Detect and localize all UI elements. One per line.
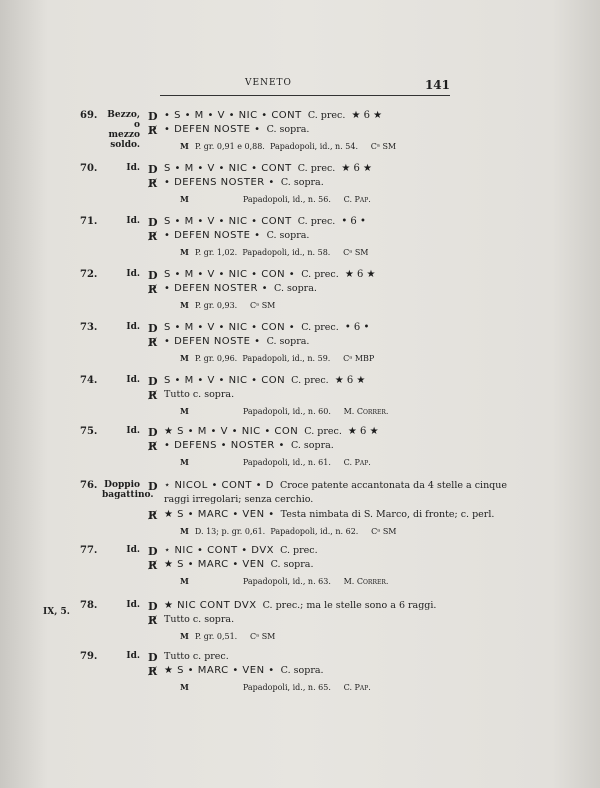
entry-number: 72. [80, 269, 98, 280]
metal: M [180, 353, 189, 363]
reverse-desc: C. sopra. [266, 230, 310, 241]
reverse-legend: • DEFEN NOSTE • [164, 230, 261, 241]
obverse-legend: S • M • V • NIC • CONT [164, 163, 292, 174]
obverse-symbol: D [148, 480, 158, 493]
obverse-legend: S • M • V • NIC • CON • [164, 322, 296, 333]
reference-line [180, 300, 275, 310]
weight: P. gr. 0,93. [194, 301, 238, 310]
citation: Papadopoli, id., n. 63. [242, 577, 331, 586]
reverse-legend: • DEFEN NOSTE • [164, 124, 261, 135]
reference-line [180, 631, 275, 641]
obverse-symbol: D [148, 426, 158, 439]
reverse-desc: Tutto c. sopra. [164, 389, 235, 400]
metal: M [180, 457, 189, 467]
page-header [160, 78, 450, 96]
reverse-symbol: R̸ [148, 559, 158, 572]
collection: Cᵃ SM [370, 142, 397, 151]
reverse-symbol: R̸ [148, 665, 158, 678]
obverse-legend: • S • M • V • NIC • CONT [164, 110, 302, 121]
reverse-line [164, 177, 324, 188]
reverse-symbol: R̸ [148, 509, 158, 522]
obverse-desc: C. prec. [301, 269, 339, 280]
collection: M. Correr. [343, 407, 389, 416]
citation: Papadopoli, id., n. 62. [270, 527, 359, 536]
reference-line [180, 247, 368, 257]
reference-line [180, 353, 374, 363]
citation: Papadopoli, id., n. 60. [242, 407, 331, 416]
reverse-symbol: R̸ [148, 389, 158, 402]
reverse-desc: C. sopra. [280, 177, 324, 188]
metal: M [180, 631, 189, 641]
obverse-line [164, 163, 372, 174]
obverse-symbol: D [148, 216, 158, 229]
reverse-line [164, 283, 317, 294]
entry-number: 75. [80, 426, 98, 437]
obverse-desc: Croce patente accantonata da 4 stelle a cinque [280, 480, 508, 491]
denomination: Id. [126, 545, 140, 555]
weight: D. 13; p. gr. 0,61. [194, 527, 266, 536]
entry-number: 69. [80, 110, 98, 121]
mint-mark: • 6 • [344, 322, 370, 333]
mint-mark: ★ 6 ★ [344, 269, 376, 280]
reverse-symbol: R̸ [148, 177, 158, 190]
mint-mark: ★ 6 ★ [334, 375, 366, 386]
reverse-line [164, 336, 309, 347]
obverse-symbol: D [148, 269, 158, 282]
denomination: Id. [126, 269, 140, 279]
entry-number: 70. [80, 163, 98, 174]
reverse-line [164, 230, 309, 241]
weight: P. gr. 1,02. [194, 248, 238, 257]
reverse-legend: • DEFENS • NOSTER • [164, 440, 285, 451]
collection: Cᵃ SM [249, 632, 276, 641]
reverse-legend: ★ S • MARC • VEN [164, 559, 265, 570]
obverse-symbol: D [148, 163, 158, 176]
reference-line [180, 576, 388, 586]
weight: P. gr. 0,91 e 0,88. [194, 142, 265, 151]
citation: Papadopoli, id., n. 59. [242, 354, 331, 363]
reverse-line [164, 614, 234, 625]
collection: Cᵃ SM [343, 248, 369, 257]
weight: P. gr. 0,51. [194, 632, 238, 641]
entry-number: 74. [80, 375, 98, 386]
obverse-line [164, 375, 365, 386]
collection: M. Correr. [343, 577, 389, 586]
entry-number: 76. [80, 480, 98, 491]
reverse-legend: ★ S • MARC • VEN • [164, 509, 275, 520]
denomination: Id. [126, 375, 140, 385]
obverse-desc: C. prec. [301, 322, 339, 333]
reference-line [180, 457, 371, 467]
obverse-symbol: D [148, 322, 158, 335]
reverse-desc: Testa nimbata di S. Marco, di fronte; c. perl. [280, 509, 495, 520]
obverse-line [164, 600, 436, 611]
weight: P. gr. 0,96. [194, 354, 238, 363]
reference-line [180, 406, 388, 416]
obverse-symbol: D [148, 545, 158, 558]
entry-number: 77. [80, 545, 98, 556]
reverse-symbol: R̸ [148, 336, 158, 349]
reverse-symbol: R̸ [148, 230, 158, 243]
obverse-desc: C. prec.; ma le stelle sono a 6 raggi. [262, 600, 437, 611]
reverse-desc: C. sopra. [280, 665, 324, 676]
citation: Papadopoli, id., n. 58. [242, 248, 331, 257]
reference-line [180, 682, 371, 692]
denomination: Id. [126, 651, 140, 661]
header-rule [160, 95, 450, 96]
obverse-line-continued [164, 494, 313, 505]
reverse-symbol: R̸ [148, 124, 158, 137]
metal: M [180, 406, 189, 416]
reverse-desc: C. sopra. [290, 440, 334, 451]
reverse-line [164, 440, 334, 451]
obverse-legend: S • M • V • NIC • CONT [164, 216, 292, 227]
obverse-desc-continued: raggi irregolari; senza cerchio. [164, 494, 314, 505]
reverse-desc: C. sopra. [266, 336, 310, 347]
denomination: Bezzo, o mezzo soldo. [107, 110, 140, 150]
reverse-line [164, 559, 313, 570]
obverse-symbol: D [148, 375, 158, 388]
obverse-desc: C. prec. [280, 545, 318, 556]
reverse-line [164, 124, 309, 135]
reverse-symbol: R̸ [148, 614, 158, 627]
mint-mark: ★ 6 ★ [351, 110, 383, 121]
entry-number: 73. [80, 322, 98, 333]
obverse-line [164, 216, 366, 227]
obverse-line [164, 545, 318, 556]
obverse-symbol: D [148, 110, 158, 123]
reverse-symbol: R̸ [148, 283, 158, 296]
reverse-legend: ★ S • MARC • VEN • [164, 665, 275, 676]
collection: Cᵃ SM [249, 301, 276, 310]
reverse-line [164, 509, 494, 520]
denomination: Doppio bagattino. [102, 480, 154, 500]
entry-number: 71. [80, 216, 98, 227]
reference-line [180, 526, 396, 536]
obverse-line [164, 426, 379, 437]
denomination: Id. [126, 600, 140, 610]
collection: C. Pap. [343, 195, 371, 204]
obverse-symbol: D [148, 600, 158, 613]
citation: Papadopoli, id., n. 56. [242, 195, 331, 204]
reverse-legend: • DEFEN NOSTER • [164, 283, 268, 294]
obverse-line [164, 269, 375, 280]
reverse-legend: • DEFENS NOSTER • [164, 177, 275, 188]
reverse-desc: C. sopra. [266, 124, 310, 135]
obverse-legend: ★ NIC CONT DVX [164, 600, 257, 611]
obverse-line [164, 480, 507, 491]
obverse-line [164, 110, 382, 121]
obverse-desc: C. prec. [297, 163, 336, 174]
metal: M [180, 141, 189, 151]
mint-mark: ★ 6 ★ [347, 426, 379, 437]
denomination: Id. [126, 216, 140, 226]
obverse-legend: ⋆ NIC • CONT • DVX [164, 545, 275, 556]
mint-mark: ★ 6 ★ [341, 163, 373, 174]
obverse-desc: C. prec. [304, 426, 342, 437]
obverse-symbol: D [148, 651, 158, 664]
mint-mark: • 6 • [341, 216, 366, 227]
reverse-desc: Tutto c. sopra. [164, 614, 235, 625]
denomination: Id. [126, 322, 140, 332]
obverse-desc: C. prec. [307, 110, 346, 121]
collection: C. Pap. [343, 683, 371, 692]
metal: M [180, 300, 189, 310]
reverse-symbol: R̸ [148, 440, 158, 453]
obverse-legend: S • M • V • NIC • CON • [164, 269, 296, 280]
collection: Cᵃ MBP [343, 354, 375, 363]
obverse-legend: S • M • V • NIC • CON [164, 375, 286, 386]
collection: Cᵃ SM [371, 527, 397, 536]
denomination: Id. [126, 163, 140, 173]
obverse-legend: ★ S • M • V • NIC • CON [164, 426, 299, 437]
obverse-legend: ⋆ NICOL • CONT • D [164, 480, 274, 491]
obverse-line [164, 651, 229, 662]
citation: Papadopoli, id., n. 65. [242, 683, 331, 692]
obverse-desc: C. prec. [297, 216, 336, 227]
entry-number: 79. [80, 651, 98, 662]
obverse-desc: Tutto c. prec. [164, 651, 229, 662]
reverse-line [164, 389, 234, 400]
reverse-line [164, 665, 324, 676]
denomination: Id. [126, 426, 140, 436]
reverse-desc: C. sopra. [270, 559, 314, 570]
page-number: 141 [424, 78, 450, 92]
collection: C. Pap. [343, 458, 371, 467]
citation: Papadopoli, id., n. 54. [269, 142, 358, 151]
reverse-desc: C. sopra. [274, 283, 317, 294]
metal: M [180, 576, 189, 586]
metal: M [180, 526, 189, 536]
obverse-desc: C. prec. [291, 375, 329, 386]
obverse-line [164, 322, 369, 333]
reference-line [180, 141, 396, 151]
metal: M [180, 194, 189, 204]
reference-line [180, 194, 371, 204]
reverse-legend: • DEFEN NOSTE • [164, 336, 261, 347]
side-note: IX, 5. [43, 607, 70, 617]
running-head: VENETO [245, 78, 292, 88]
entry-number: 78. [80, 600, 98, 611]
metal: M [180, 247, 189, 257]
citation: Papadopoli, id., n. 61. [242, 458, 331, 467]
metal: M [180, 682, 189, 692]
